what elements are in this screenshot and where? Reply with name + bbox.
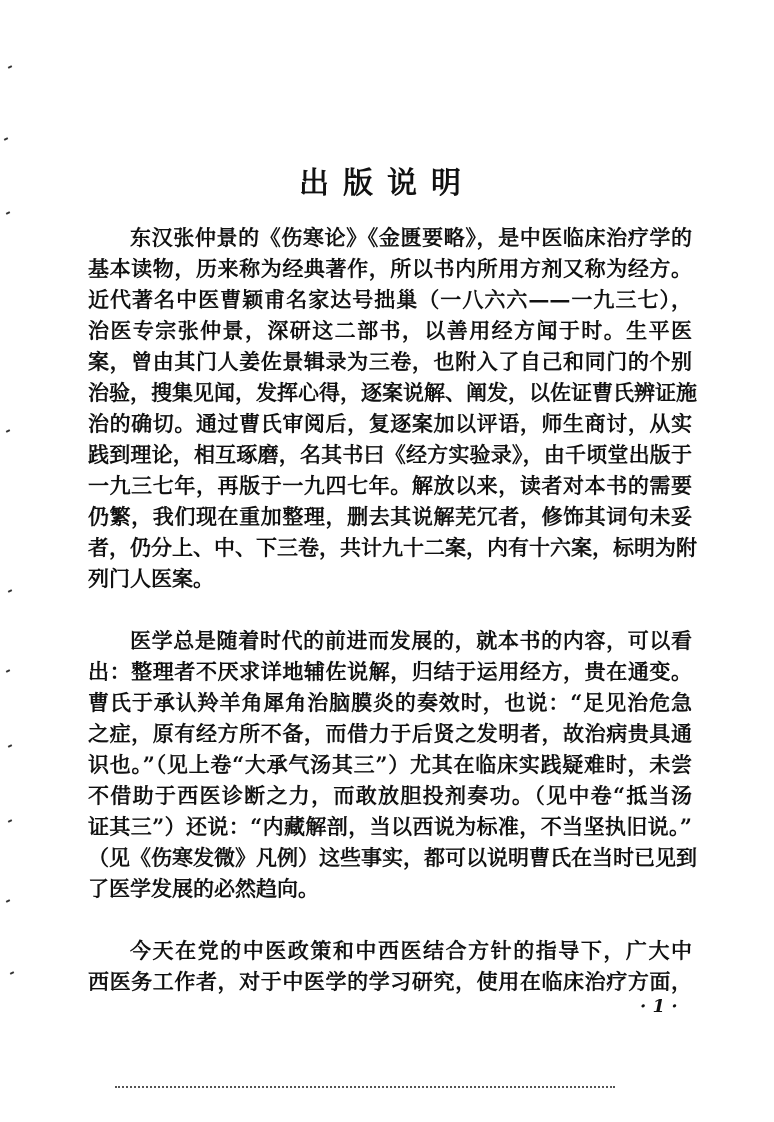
scan-mark	[6, 669, 10, 673]
text-line: 之症，原有经方所不备，而借力于后贤之发明者，故治病贵具通	[88, 721, 692, 746]
scan-mark	[8, 65, 12, 69]
text-line: 了医学发展的必然趋向。	[88, 876, 319, 901]
paragraph	[88, 935, 692, 997]
text-line: 西医务工作者，对于中医学的学习研究，使用在临床治疗方面，	[88, 969, 692, 994]
paragraph	[88, 222, 697, 594]
text-line: 出：整理者不厌求详地辅佐说解，归结于运用经方，贵在通变。	[88, 659, 692, 684]
text-line: 仍繁，我们现在重加整理，删去其说解芜冗者，修饰其词句未妥	[88, 504, 692, 529]
page-number: · 1 ·	[640, 996, 678, 1017]
text-line: 近代著名中医曹颖甫名家达号拙巢（一八六六——一九三七），	[88, 287, 692, 312]
paragraph	[88, 625, 697, 904]
scan-mark	[8, 589, 12, 593]
text-line: （见《伤寒发微》凡例）这些事实，都可以说明曹氏在当时已见到	[88, 845, 697, 870]
text-line: 一九三七年，再版于一九四七年。解放以来，读者对本书的需要	[88, 473, 692, 498]
text-line: 践到理论，相互琢磨，名其书曰《经方实验录》，由千顷堂出版于	[88, 442, 692, 467]
scan-mark	[8, 744, 12, 748]
text-line: 案，曾由其门人姜佐景辑录为三卷，也附入了自己和同门的个别	[88, 349, 692, 374]
text-line: 东汉张仲景的《伤寒论》《金匮要略》，是中医临床治疗学的	[130, 225, 692, 250]
scan-mark	[6, 899, 10, 903]
text-line: 证其三”）还说：“内藏解剖，当以西说为标准，不当坚执旧说。”	[88, 814, 692, 839]
text-line: 治医专宗张仲景，深研这二部书，以善用经方闻于时。生平医	[88, 318, 692, 343]
text-line: 不借助于西医诊断之力，而敢放胆投剂奏功。（见中卷“抵当汤	[88, 783, 692, 808]
text-line: 列门人医案。	[88, 566, 214, 591]
scan-mark	[8, 819, 12, 823]
scan-mark	[6, 211, 10, 215]
text-line: 医学总是随着时代的前进而发展的，就本书的内容，可以看	[130, 628, 692, 653]
text-line: 者，仍分上、中、下三卷，共计九十二案，内有十六案，标明为附	[88, 535, 697, 560]
text-line: 治验，搜集见闻，发挥心得，逐案说解、阐发，以佐证曹氏辨证施	[88, 380, 697, 405]
document-body	[88, 222, 697, 1028]
text-line: 今天在党的中医政策和中西医结合方针的指导下，广大中	[130, 938, 692, 963]
scan-mark	[6, 429, 10, 433]
scan-mark	[4, 137, 8, 141]
text-line: 基本读物，历来称为经典著作，所以书内所用方剂又称为经方。	[88, 256, 692, 281]
text-line: 治的确切。通过曹氏审阅后，复逐案加以评语，师生商讨，从实	[88, 411, 692, 436]
scan-mark	[10, 971, 14, 975]
text-line: 识也。”（见上卷“大承气汤其三”）尤其在临床实践疑难时，未尝	[88, 752, 692, 777]
text-line: 曹氏于承认羚羊角犀角治脑膜炎的奏效时，也说：“足见治危急	[88, 690, 692, 715]
scan-edge-rule	[115, 1086, 615, 1088]
page-title: 出版说明	[299, 166, 475, 201]
